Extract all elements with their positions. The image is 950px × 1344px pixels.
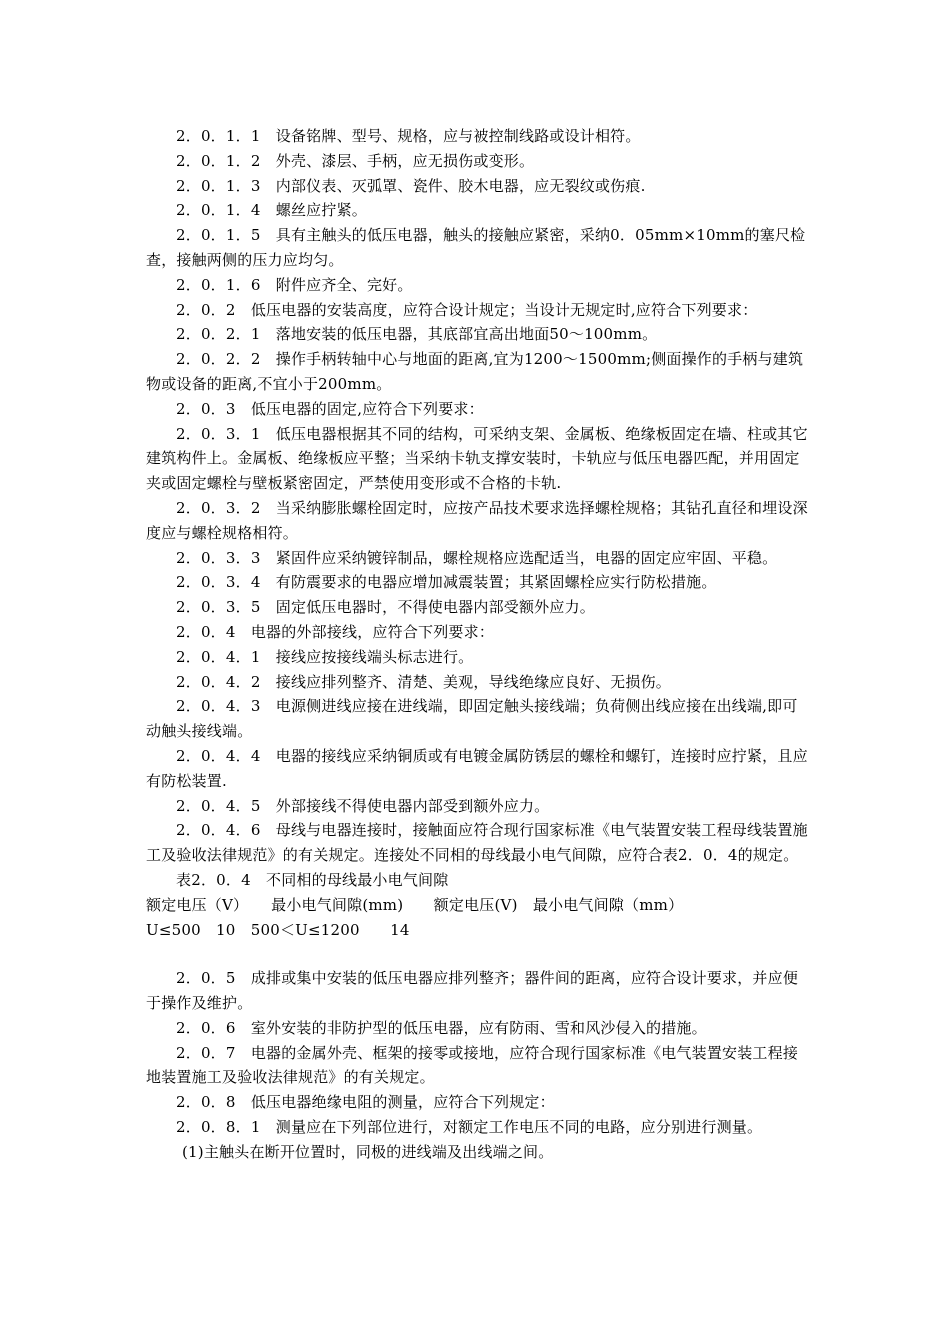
- paragraph: 2．0．8．1 测量应在下列部位进行，对额定工作电压不同的电路，应分别进行测量。: [176, 1118, 763, 1137]
- paragraph: 2．0．8 低压电器绝缘电阻的测量，应符合下列规定：: [176, 1093, 555, 1112]
- list-item: (1)主触头在断开位置时，同极的进线端及出线端之间。: [182, 1142, 554, 1161]
- document-body: [146, 124, 810, 1165]
- paragraph: 2．0．4．4 电器的接线应采纳铜质或有电镀金属防锈层的螺栓和螺钉，连接时应拧紧，且应有防松装置.: [146, 746, 808, 790]
- paragraph: 2．0．4 电器的外部接线，应符合下列要求：: [176, 622, 495, 641]
- paragraph: 2．0．3．2 当采纳膨胀螺栓固定时，应按产品技术要求选择螺栓规格；其钻孔直径和埋设深度应与螺栓规格相符。: [146, 498, 808, 542]
- paragraph: 2．0．1．3 内部仪表、灭弧罩、瓷件、胶木电器，应无裂纹或伤痕.: [176, 176, 646, 195]
- paragraph: 2．0．4．3 电源侧进线应接在进线端，即固定触头接线端；负荷侧出线应接在出线端,即可动触头接线端。: [146, 697, 798, 741]
- table-data-row: U≤500 10 500＜U≤1200 14: [146, 920, 410, 939]
- paragraph: 2．0．2 低压电器的安装高度，应符合设计规定；当设计无规定时,应符合下列要求：: [176, 300, 758, 319]
- paragraph: 2．0．3 低压电器的固定,应符合下列要求：: [176, 399, 484, 418]
- paragraph: 2．0．4．1 接线应按接线端头标志进行。: [176, 647, 474, 666]
- paragraph: 2．0．3．4 有防震要求的电器应增加减震装置；其紧固螺栓应实行防松措施。: [176, 573, 717, 592]
- paragraph: 2．0．4．6 母线与电器连接时，接触面应符合现行国家标准《电气装置安装工程母线装置施工及验收法律规范》的有关规定。连接处不同相的母线最小电气间隙，应符合表2．0．4的规定。: [146, 821, 808, 865]
- paragraph: 2．0．1．6 附件应齐全、完好。: [176, 275, 413, 294]
- paragraph: 2．0．1．4 螺丝应拧紧。: [176, 201, 367, 220]
- paragraph: 2．0．6 室外安装的非防护型的低压电器，应有防雨、雪和风沙侵入的措施。: [176, 1018, 707, 1037]
- paragraph: 2．0．5 成排或集中安装的低压电器应排列整齐；器件间的距离，应符合设计要求，并应便于操作及维护。: [146, 969, 799, 1013]
- paragraph: 2．0．7 电器的金属外壳、框架的接零或接地，应符合现行国家标准《电气装置安装工程接地装置施工及验收法律规范》的有关规定。: [146, 1043, 799, 1087]
- paragraph: 2．0．3．3 紧固件应采纳镀锌制品，螺栓规格应选配适当，电器的固定应牢固、平稳。: [176, 548, 778, 567]
- table-caption: 表2．0．4 不同相的母线最小电气间隙: [176, 870, 449, 889]
- paragraph: 2．0．4．2 接线应排列整齐、清楚、美观，导线绝缘应良好、无损伤。: [176, 672, 671, 691]
- paragraph: 2．0．1．2 外壳、漆层、手柄，应无损伤或变形。: [176, 151, 535, 170]
- table-header-row: 额定电压（V） 最小电气间隙(mm) 额定电压(V) 最小电气间隙（mm）: [146, 895, 684, 914]
- blank-line: [146, 942, 810, 966]
- paragraph: 2．0．2．1 落地安装的低压电器，其底部宜高出地面50～100mm。: [176, 325, 658, 344]
- paragraph: 2．0．3．5 固定低压电器时，不得使电器内部受额外应力。: [176, 598, 595, 617]
- paragraph: 2．0．4．5 外部接线不得使电器内部受到额外应力。: [176, 796, 550, 815]
- paragraph: 2．0．3．1 低压电器根据其不同的结构，可采纳支架、金属板、绝缘板固定在墙、柱或其它建筑构件上。金属板、绝缘板应平整；当采纳卡轨支撑安装时，卡轨应与低压电器匹配，并用固定夹或固定螺栓与壁板紧密固定，严禁使用变形或不合格的卡轨.: [146, 424, 808, 493]
- paragraph: 2．0．2．2 操作手柄转轴中心与地面的距离,宜为1200～1500mm;侧面操作的手柄与建筑物或设备的距离,不宜小于200mm。: [146, 350, 804, 393]
- paragraph: 2．0．1．1 设备铭牌、型号、规格，应与被控制线路或设计相符。: [176, 127, 641, 145]
- paragraph: 2．0．1．5 具有主触头的低压电器，触头的接触应紧密，采纳0．05mm×10mm的塞尺检查，接触两侧的压力应均匀。: [146, 226, 806, 269]
